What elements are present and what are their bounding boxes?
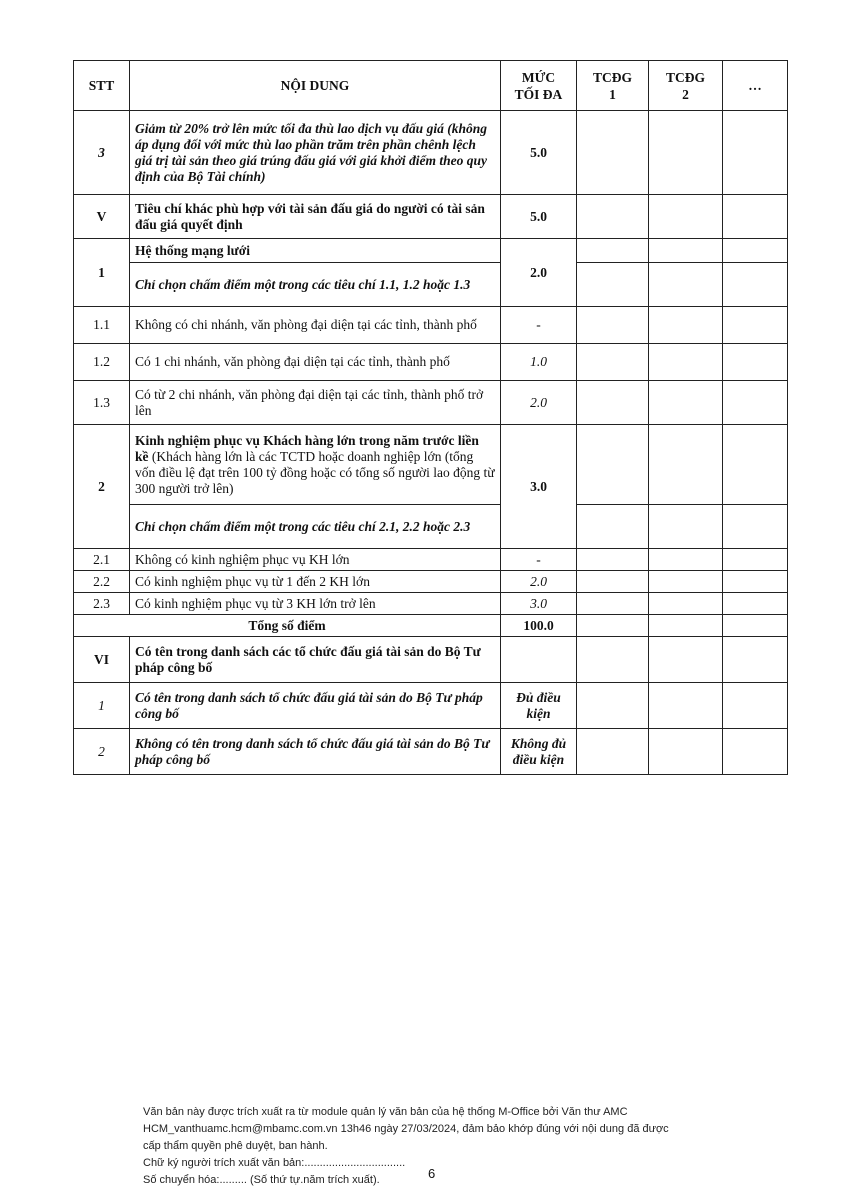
score-cell <box>723 307 788 344</box>
score-cell <box>577 549 649 571</box>
score-cell <box>577 344 649 381</box>
row-max: 1.0 <box>501 344 577 381</box>
table-row <box>74 263 788 307</box>
row-content: Kinh nghiệm phục vụ Khách hàng lớn trong năm trước liền kề (Khách hàng lớn là các TCTD hoặc doanh nghiệp lớn (tổng vốn điều lệ đạt trên 100 tỷ đồng hoặc có tổng số người lao động từ 300 người trở lên) <box>130 425 501 505</box>
row-content: Không có chi nhánh, văn phòng đại diện tại các tỉnh, thành phố <box>130 307 501 344</box>
score-cell <box>723 195 788 239</box>
row-content: Có tên trong danh sách tổ chức đấu giá tài sản do Bộ Tư pháp công bố <box>130 683 501 729</box>
score-cell <box>649 307 723 344</box>
score-cell <box>649 571 723 593</box>
score-cell <box>577 571 649 593</box>
score-cell <box>723 637 788 683</box>
total-row <box>74 615 788 637</box>
row-max: 3.0 <box>501 425 577 549</box>
row-stt: 2 <box>74 729 130 775</box>
score-cell <box>649 615 723 637</box>
row-title: Hệ thống mạng lưới <box>130 239 501 263</box>
row-content: Có kinh nghiệm phục vụ từ 1 đến 2 KH lớn <box>130 571 501 593</box>
score-cell <box>577 263 649 307</box>
score-cell <box>649 195 723 239</box>
header-stt: STT <box>74 61 130 111</box>
score-cell <box>649 593 723 615</box>
table-row <box>74 111 788 195</box>
footer-line: Văn bản này được trích xuất ra từ module quản lý văn bản của hệ thống M-Office bởi Văn thư AMC <box>143 1106 628 1118</box>
row-stt: 1.2 <box>74 344 130 381</box>
score-cell <box>577 505 649 549</box>
score-cell <box>649 263 723 307</box>
row-max: - <box>501 307 577 344</box>
row-stt: 1.1 <box>74 307 130 344</box>
table-row <box>74 505 788 549</box>
score-cell <box>723 239 788 263</box>
score-cell <box>723 111 788 195</box>
table-row <box>74 637 788 683</box>
score-cell <box>649 344 723 381</box>
score-cell <box>649 111 723 195</box>
score-cell <box>649 505 723 549</box>
header-tcdg-1: TCĐG 1 <box>577 61 649 111</box>
score-cell <box>577 307 649 344</box>
row-content: Có kinh nghiệm phục vụ từ 3 KH lớn trở lên <box>130 593 501 615</box>
row-max: 5.0 <box>501 195 577 239</box>
criteria-table <box>73 60 788 775</box>
score-cell <box>723 683 788 729</box>
extraction-footer <box>143 1104 703 1189</box>
table-row <box>74 593 788 615</box>
row-content: Giảm từ 20% trở lên mức tối đa thù lao dịch vụ đấu giá (không áp dụng đối với mức thù lao phần trăm trên phần chênh lệch giá trị tài sản theo giá trúng đấu giá với giá khởi điểm theo quy định của Bộ Tài chính) <box>130 111 501 195</box>
score-cell <box>723 263 788 307</box>
row-stt: 1 <box>74 239 130 307</box>
table-row <box>74 549 788 571</box>
row-stt: 3 <box>74 111 130 195</box>
row-content: Tiêu chí khác phù hợp với tài sản đấu giá do người có tài sản đấu giá quyết định <box>130 195 501 239</box>
row-stt: 2.1 <box>74 549 130 571</box>
score-cell <box>649 683 723 729</box>
total-value: 100.0 <box>501 615 577 637</box>
row-stt: VI <box>74 637 130 683</box>
score-cell <box>577 239 649 263</box>
page-number: 6 <box>428 1166 436 1181</box>
row-content: Không có tên trong danh sách tổ chức đấu giá tài sản do Bộ Tư pháp công bố <box>130 729 501 775</box>
row-max <box>501 637 577 683</box>
score-cell <box>723 505 788 549</box>
score-cell <box>723 549 788 571</box>
row-content: Có từ 2 chi nhánh, văn phòng đại diện tại các tỉnh, thành phố trở lên <box>130 381 501 425</box>
table-header-row <box>74 61 788 111</box>
row-max: 3.0 <box>501 593 577 615</box>
score-cell <box>723 571 788 593</box>
header-more: … <box>723 61 788 111</box>
score-cell <box>577 381 649 425</box>
row-max: 2.0 <box>501 239 577 307</box>
row-max: 5.0 <box>501 111 577 195</box>
row-stt: V <box>74 195 130 239</box>
score-cell <box>723 425 788 505</box>
score-cell <box>649 549 723 571</box>
score-cell <box>723 344 788 381</box>
table-row <box>74 195 788 239</box>
row-max: Không đủ điều kiện <box>501 729 577 775</box>
header-noi-dung: NỘI DUNG <box>130 61 501 111</box>
table-row <box>74 729 788 775</box>
row-max: - <box>501 549 577 571</box>
score-cell <box>723 615 788 637</box>
table-row <box>74 683 788 729</box>
footer-line: cấp thẩm quyền phê duyệt, ban hành. <box>143 1140 328 1152</box>
footer-line: Số chuyển hóa:......... (Số thứ tự.năm trích xuất). <box>143 1174 380 1186</box>
total-label: Tổng số điểm <box>74 615 501 637</box>
row-max: 2.0 <box>501 571 577 593</box>
score-cell <box>723 729 788 775</box>
score-cell <box>577 615 649 637</box>
row-note: Chỉ chọn chấm điểm một trong các tiêu chí 1.1, 1.2 hoặc 1.3 <box>130 263 501 307</box>
row-note: Chỉ chọn chấm điểm một trong các tiêu chí 2.1, 2.2 hoặc 2.3 <box>130 505 501 549</box>
score-cell <box>649 729 723 775</box>
table-row <box>74 307 788 344</box>
score-cell <box>577 729 649 775</box>
row-stt: 2.2 <box>74 571 130 593</box>
score-cell <box>577 195 649 239</box>
score-cell <box>723 593 788 615</box>
table-row <box>74 425 788 505</box>
row-stt: 2.3 <box>74 593 130 615</box>
table-row <box>74 239 788 263</box>
table-row <box>74 571 788 593</box>
row-stt: 1.3 <box>74 381 130 425</box>
table-row <box>74 381 788 425</box>
score-cell <box>577 637 649 683</box>
score-cell <box>577 683 649 729</box>
score-cell <box>577 425 649 505</box>
score-cell <box>723 381 788 425</box>
header-tcdg-2: TCĐG 2 <box>649 61 723 111</box>
score-cell <box>577 593 649 615</box>
row-max: 2.0 <box>501 381 577 425</box>
footer-line: Chữ ký người trích xuất văn bản:................................. <box>143 1157 406 1169</box>
score-cell <box>649 637 723 683</box>
row-max: Đủ điều kiện <box>501 683 577 729</box>
score-cell <box>577 111 649 195</box>
row-stt: 1 <box>74 683 130 729</box>
score-cell <box>649 381 723 425</box>
row-content: Không có kinh nghiệm phục vụ KH lớn <box>130 549 501 571</box>
footer-line: HCM_vanthuamc.hcm@mbamc.com.vn 13h46 ngày 27/03/2024, đảm bảo khớp đúng với nội dung đã được <box>143 1123 669 1135</box>
row-content: Có 1 chi nhánh, văn phòng đại diện tại các tỉnh, thành phố <box>130 344 501 381</box>
row-content: Có tên trong danh sách các tổ chức đấu giá tài sản do Bộ Tư pháp công bố <box>130 637 501 683</box>
header-muc-toi-da: MỨC TỐI ĐA <box>501 61 577 111</box>
table-row <box>74 344 788 381</box>
score-cell <box>649 425 723 505</box>
row-stt: 2 <box>74 425 130 549</box>
score-cell <box>649 239 723 263</box>
